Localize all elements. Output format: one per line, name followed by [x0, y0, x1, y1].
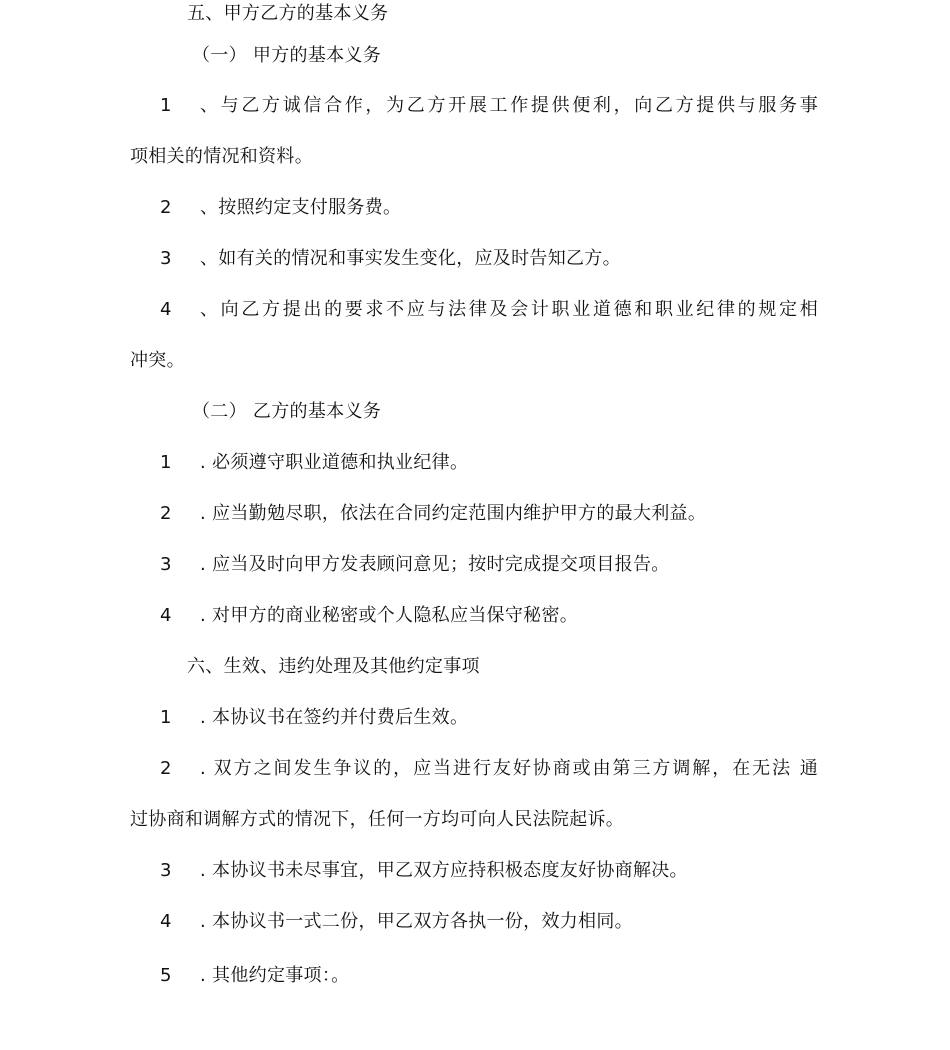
item-text-continued: 冲突。 — [130, 350, 185, 371]
item-text: . 双方之间发生争议的，应当进行友好协商或由第三方调解，在无法 通 — [200, 758, 818, 779]
item-text: 、按照约定支付服务费。 — [200, 197, 402, 218]
item-text: 、如有关的情况和事实发生变化，应及时告知乙方。 — [200, 248, 621, 269]
item-number: 2 — [160, 503, 172, 524]
section-heading: 六、生效、违约处理及其他约定事项 — [187, 656, 480, 677]
item-number: 1 — [160, 707, 172, 728]
item-text: . 对甲方的商业秘密或个人隐私应当保守秘密。 — [200, 605, 579, 626]
item-number: 3 — [160, 554, 172, 575]
item-text: 、向乙方提出的要求不应与法律及会计职业道德和职业纪律的规定相 — [200, 299, 818, 320]
subsection-heading: （一） 甲方的基本义务 — [192, 45, 382, 66]
item-number: 5 — [160, 965, 172, 986]
item-text: . 本协议书一式二份，甲乙双方各执一份，效力相同。 — [200, 911, 633, 932]
item-text: . 本协议书未尽事宜，甲乙双方应持积极态度友好协商解决。 — [200, 860, 688, 881]
item-number: 2 — [160, 758, 172, 779]
item-text-continued: 过协商和调解方式的情况下，任何一方均可向人民法院起诉。 — [130, 809, 625, 830]
item-text: . 应当勤勉尽职，依法在合同约定范围内维护甲方的最大利益。 — [200, 503, 707, 524]
item-number: 4 — [160, 299, 172, 320]
item-text: . 必须遵守职业道德和执业纪律。 — [200, 452, 469, 473]
item-text: . 应当及时向甲方发表顾问意见；按时完成提交项目报告。 — [200, 554, 670, 575]
item-number: 3 — [160, 248, 172, 269]
item-text: . 本协议书在签约并付费后生效。 — [200, 707, 469, 728]
item-number: 4 — [160, 911, 172, 932]
item-number: 2 — [160, 197, 172, 218]
item-text: 、与乙方诚信合作，为乙方开展工作提供便利，向乙方提供与服务事 — [200, 95, 818, 116]
item-text-continued: 项相关的情况和资料。 — [130, 146, 313, 167]
item-text: . 其他约定事项：。 — [200, 965, 350, 986]
subsection-heading: （二） 乙方的基本义务 — [192, 401, 382, 422]
item-number: 4 — [160, 605, 172, 626]
item-number: 1 — [160, 95, 172, 116]
item-number: 3 — [160, 860, 172, 881]
section-heading: 五、甲方乙方的基本义务 — [187, 3, 389, 24]
item-number: 1 — [160, 452, 172, 473]
